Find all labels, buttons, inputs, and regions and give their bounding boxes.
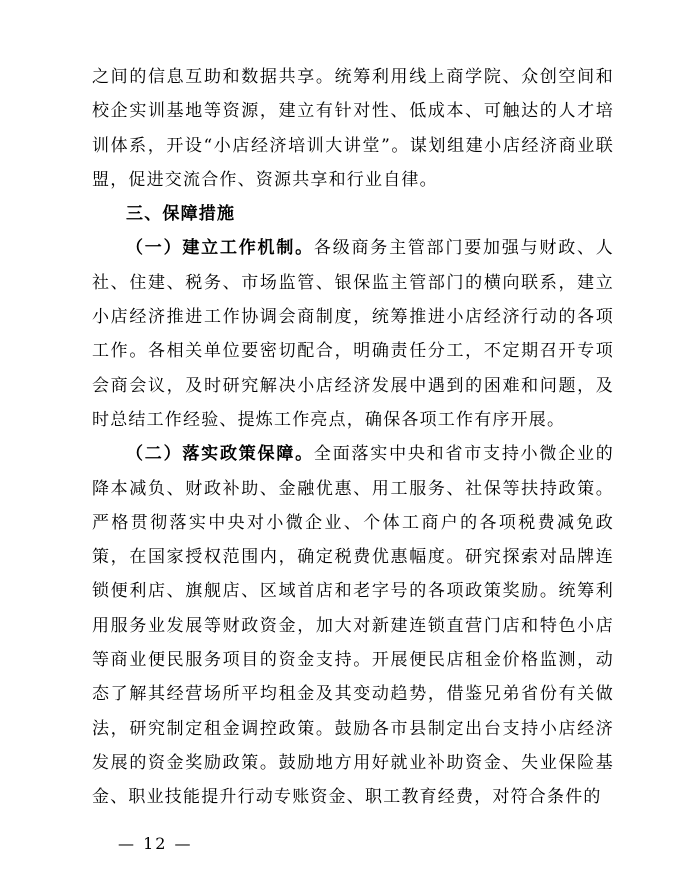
measure-2-lead: （二）落实政策保障。 bbox=[126, 444, 314, 465]
document-page bbox=[92, 60, 614, 815]
section-heading: 三、保障措施 bbox=[126, 204, 236, 225]
measure-paragraph-1 bbox=[92, 231, 614, 437]
measure-1-text: 各级商务主管部门要加强与财政、人社、住建、税务、市场监管、银保监主管部门的横向联系，建立小店经济推进工作协调会商制度，统筹推进小店经济行动的各项工作。各相关单位要密切配合，明确责任分工，不定期召开专项会商会议，及时研究解决小店经济发展中遇到的困难和问题，及时总结工作经验、提炼工作亮点，确保各项工作有序开展。 bbox=[92, 238, 614, 430]
page-number: — 12 — bbox=[118, 834, 193, 853]
body-paragraph-continuation: 之间的信息互助和数据共享。统筹利用线上商学院、众创空间和校企实训基地等资源，建立有针对性、低成本、可触达的人才培训体系，开设“小店经济培训大讲堂”。谋划组建小店经济商业联盟，促进交流合作、资源共享和行业自律。 bbox=[92, 67, 614, 190]
measure-1-lead: （一）建立工作机制。 bbox=[126, 238, 314, 259]
measure-2-text: 全面落实中央和省市支持小微企业的降本减负、财政补助、金融优惠、用工服务、社保等扶持政策。严格贯彻落实中央对小微企业、个体工商户的各项税费减免政策，在国家授权范围内，确定税费优惠幅度。研究探索对品牌连锁便利店、旗舰店、区域首店和老字号的各项政策奖励。统筹利用服务业发展等财政资金，加大对新建连锁直营门店和特色小店等商业便民服务项目的资金支持。开展便民店租金价格监测，动态了解其经营场所平均租金及其变动趋势，借鉴兄弟省份有关做法，研究制定租金调控政策。鼓励各市县制定出台支持小店经济发展的资金奖励政策。鼓励地方用好就业补助资金、失业保险基金、职业技能提升行动专账资金、职工教育经费，对符合条件的 bbox=[92, 444, 614, 808]
measure-paragraph-2 bbox=[92, 437, 614, 814]
